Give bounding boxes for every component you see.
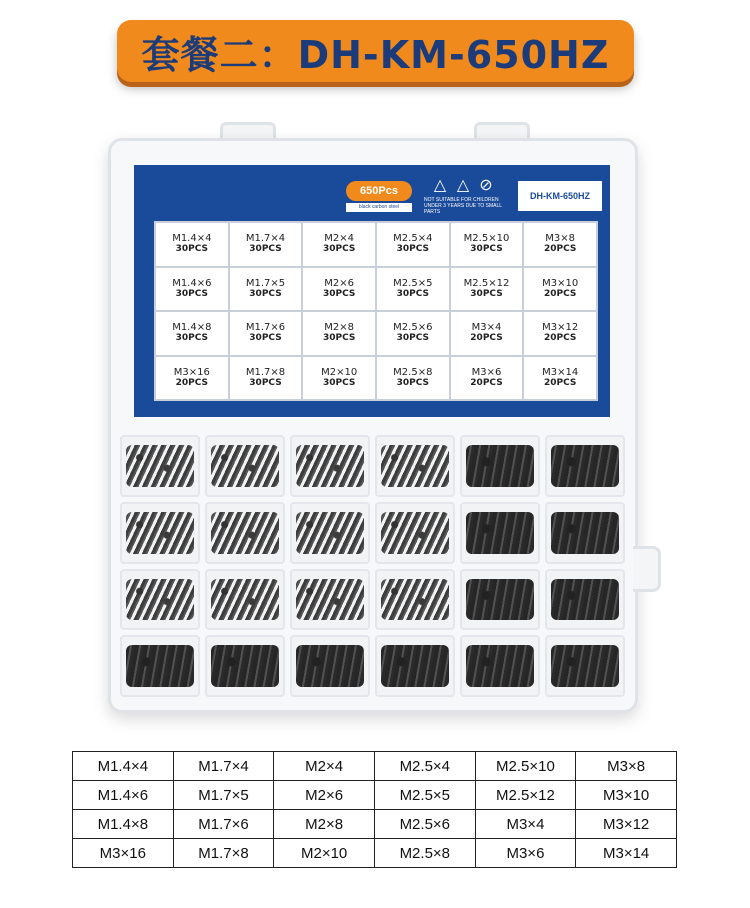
lid-cell-size: M1.7×5 [245,277,286,289]
lid-cell [303,357,375,400]
spec-row [73,810,677,839]
screws-pile [211,579,279,621]
lid-cell-qty: 30PCS [249,377,282,388]
lid-cell [377,312,449,355]
compartment [290,635,370,697]
lid-cell-size: M3×16 [173,366,210,378]
lid-cell-size: M2×4 [324,233,355,245]
lid-cell-qty: 30PCS [396,377,429,388]
spec-cell: M3×14 [576,839,677,868]
screws-pile [296,579,364,621]
lid-cell-size: M2×8 [324,322,355,334]
lid-cell-qty: 30PCS [322,377,356,388]
lid-cell-size: M2.5×5 [393,277,433,289]
spec-cell: M1.4×6 [73,781,174,810]
lid-cell [230,223,302,266]
compartment [290,435,370,497]
warning-note: NOT SUITABLE FOR CHILDREN UNDER 3 YEARS DUE TO SMALL PARTS [424,197,502,215]
compartment [290,502,370,564]
lid-cell-size: M2.5×12 [463,277,510,289]
lid-cell [451,268,523,311]
lid-cell [303,223,375,266]
compartment [205,635,285,697]
lid-size-grid [154,221,598,401]
lid-cell [303,312,375,355]
compartment [545,502,625,564]
spec-cell: M2.5×5 [374,781,475,810]
screws-pile [126,445,194,487]
lid-cell-size: M2.5×6 [393,322,433,334]
compartment [460,435,540,497]
triangle-warning-icon: △ [456,177,470,194]
spec-cell: M2.5×8 [374,839,475,868]
lid-cell-qty: 30PCS [175,333,209,344]
lid-cell [377,357,449,400]
screws-pile [211,512,279,554]
lid-cell [230,268,302,311]
spec-cell: M2×10 [274,839,375,868]
screws-pile [296,445,364,487]
screws-pile [126,579,194,621]
compartment [460,569,540,631]
lid-cell-qty: 20PCS [543,377,577,388]
lid-cell-qty: 30PCS [249,244,282,255]
box-latch [633,546,661,592]
compartment [460,635,540,697]
pcs-badge: 650Pcs [346,181,412,201]
spec-cell: M1.4×8 [73,810,174,839]
lid-cell [377,268,449,311]
compartment [375,569,455,631]
lid-cell-size: M2.5×4 [393,233,433,245]
lid-cell [156,357,228,400]
no-children-icon: ⊘ [479,177,493,194]
lid-cell-qty: 30PCS [249,288,282,299]
spec-cell: M3×4 [475,810,576,839]
compartment [120,635,200,697]
box-lid-label [134,165,610,417]
triangle-warning-icon: △ [433,177,447,194]
compartment [120,435,200,497]
spec-cell: M3×8 [576,752,677,781]
lid-cell [451,357,523,400]
screws-pile [381,579,449,621]
compartment [545,569,625,631]
screws-pile [296,645,364,687]
screws-pile [466,512,534,554]
lid-cell [230,312,302,355]
spec-row [73,752,677,781]
compartment [375,635,455,697]
lid-cell-qty: 20PCS [543,244,577,255]
screws-pile [466,579,534,621]
compartment-grid [120,435,625,697]
lid-cell-size: M2×10 [321,366,358,378]
lid-cell [377,223,449,266]
lid-cell-qty: 30PCS [175,244,209,255]
lid-cell-size: M1.7×4 [245,233,286,245]
screws-pile [551,645,619,687]
spec-cell: M1.4×4 [73,752,174,781]
lid-cell-qty: 20PCS [470,377,503,388]
lid-cell [156,223,228,266]
lid-cell [451,223,523,266]
warning-icons [430,177,496,195]
compartment [545,435,625,497]
compartment [120,502,200,564]
lid-cell-qty: 30PCS [322,244,356,255]
lid-cell-qty: 30PCS [396,244,429,255]
spec-cell: M3×12 [576,810,677,839]
compartment [375,502,455,564]
spec-cell: M2.5×4 [374,752,475,781]
lid-cell-size: M2.5×10 [463,233,510,245]
banner-title: 套餐二：DH-KM-650HZ [141,32,610,77]
lid-cell-size: M1.4×6 [172,277,212,289]
compartment [375,435,455,497]
lid-cell-qty: 30PCS [322,333,356,344]
lid-cell [451,312,523,355]
model-tag: DH-KM-650HZ [518,181,602,211]
compartment [205,435,285,497]
lid-cell-size: M3×8 [545,233,576,245]
lid-cell [524,357,596,400]
spec-cell: M1.7×5 [173,781,274,810]
spec-cell: M3×16 [73,839,174,868]
compartment [120,569,200,631]
spec-cell: M1.7×6 [173,810,274,839]
screws-pile [126,512,194,554]
screws-pile [211,445,279,487]
lid-cell [524,312,596,355]
compartment [545,635,625,697]
lid-cell [524,223,596,266]
lid-cell-qty: 30PCS [470,288,503,299]
lid-cell-size: M1.4×8 [172,322,212,334]
lid-cell-qty: 20PCS [543,333,577,344]
lid-cell [156,268,228,311]
spec-row [73,839,677,868]
lid-cell-qty: 30PCS [249,333,282,344]
compartment [460,502,540,564]
lid-cell-size: M1.7×8 [245,366,286,378]
spec-cell: M2.5×10 [475,752,576,781]
lid-cell [303,268,375,311]
spec-cell: M2×8 [274,810,375,839]
lid-cell-qty: 20PCS [543,288,577,299]
screws-pile [296,512,364,554]
spec-cell: M3×6 [475,839,576,868]
lid-cell-qty: 30PCS [175,288,209,299]
screws-pile [211,645,279,687]
spec-cell: M1.7×8 [173,839,274,868]
lid-cell-size: M3×6 [471,366,502,378]
screws-pile [381,445,449,487]
screws-pile [466,645,534,687]
lid-cell-qty: 20PCS [175,377,209,388]
lid-cell-qty: 20PCS [470,333,503,344]
lid-cell-size: M2×6 [324,277,355,289]
screws-pile [551,579,619,621]
lid-cell-size: M3×10 [542,277,579,289]
material-label: black carbon steel [346,203,412,212]
lid-cell-size: M3×14 [542,366,579,378]
spec-cell: M1.7×4 [173,752,274,781]
lid-cell-qty: 30PCS [322,288,356,299]
spec-cell: M2×6 [274,781,375,810]
lid-cell [524,268,596,311]
lid-cell-qty: 30PCS [396,288,429,299]
lid-cell [230,357,302,400]
screws-pile [551,445,619,487]
lid-cell-size: M1.7×6 [245,322,286,334]
spec-cell: M3×10 [576,781,677,810]
screws-pile [466,445,534,487]
compartment [205,502,285,564]
screws-pile [126,645,194,687]
compartment [290,569,370,631]
spec-row [73,781,677,810]
spec-table [72,751,677,868]
spec-cell: M2.5×6 [374,810,475,839]
screws-pile [381,645,449,687]
lid-cell-size: M3×4 [471,322,502,334]
lid-cell-size: M3×12 [542,322,579,334]
title-banner [117,20,634,82]
lid-cell [156,312,228,355]
compartment [205,569,285,631]
lid-cell-size: M1.4×4 [172,233,212,245]
lid-cell-qty: 30PCS [396,333,429,344]
spec-cell: M2.5×12 [475,781,576,810]
screws-pile [381,512,449,554]
lid-cell-size: M2.5×8 [393,366,433,378]
lid-cell-qty: 30PCS [470,244,503,255]
screws-pile [551,512,619,554]
spec-cell: M2×4 [274,752,375,781]
